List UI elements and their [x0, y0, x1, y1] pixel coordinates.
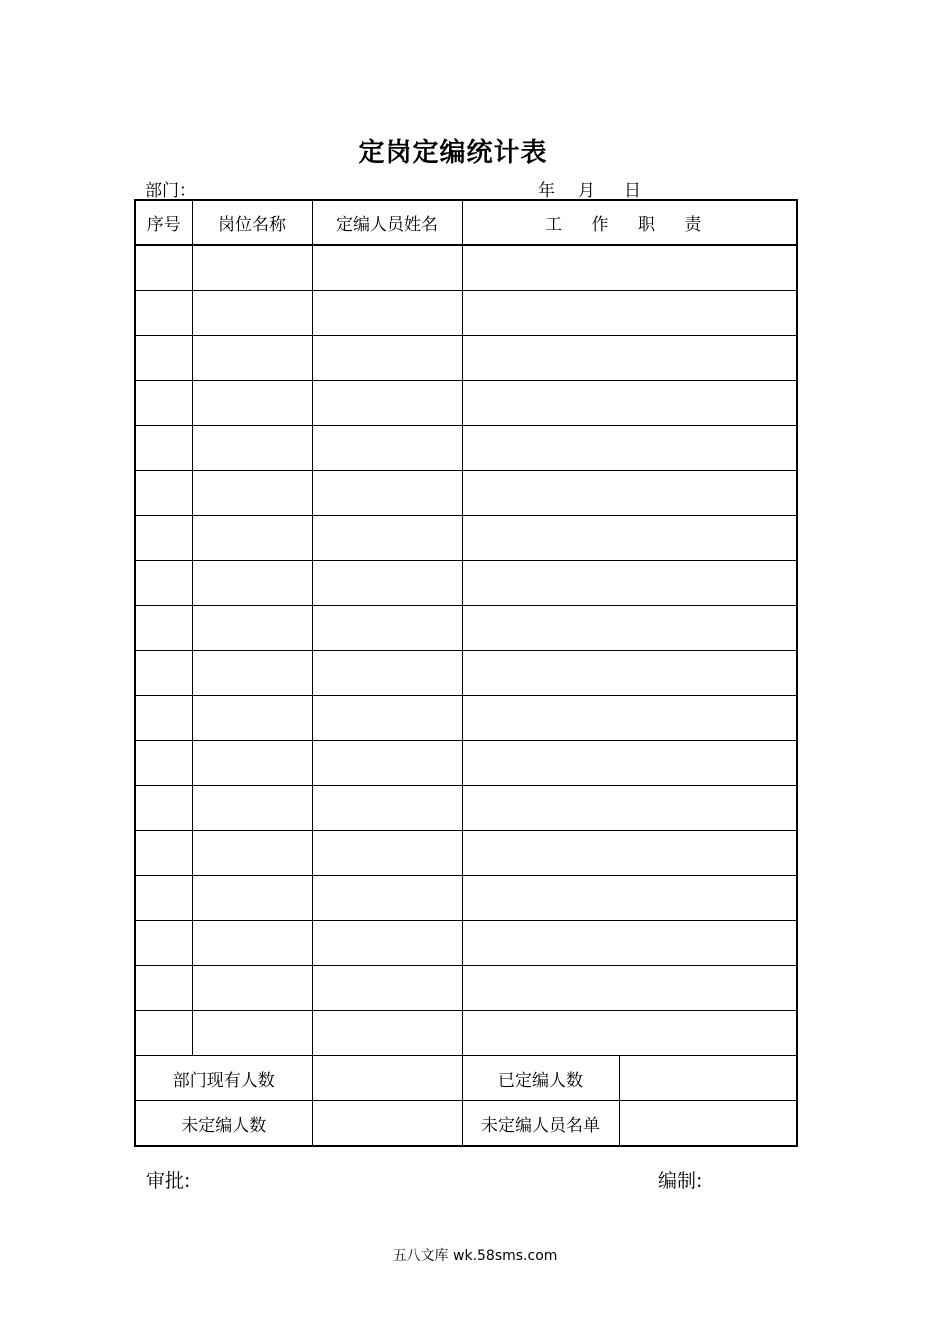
- duties-cell[interactable]: [462, 291, 797, 336]
- post-cell[interactable]: [192, 651, 312, 696]
- column-header-duties: 工 作 职 责: [462, 200, 797, 245]
- duties-cell[interactable]: [462, 696, 797, 741]
- post-cell[interactable]: [192, 831, 312, 876]
- duties-cell[interactable]: [462, 831, 797, 876]
- seq-cell[interactable]: [135, 426, 192, 471]
- unassigned-count-cell[interactable]: [312, 1101, 462, 1147]
- seq-cell[interactable]: [135, 1011, 192, 1056]
- duties-cell[interactable]: [462, 245, 797, 291]
- unassigned-list-cell[interactable]: [619, 1101, 797, 1147]
- table-row: [135, 336, 797, 381]
- duties-cell[interactable]: [462, 651, 797, 696]
- table-row: [135, 741, 797, 786]
- seq-cell[interactable]: [135, 651, 192, 696]
- post-cell[interactable]: [192, 336, 312, 381]
- staff-name-cell[interactable]: [312, 381, 462, 426]
- table-row: [135, 471, 797, 516]
- table-row: [135, 696, 797, 741]
- department-label: 部门：: [145, 181, 196, 201]
- duties-cell[interactable]: [462, 516, 797, 561]
- seq-cell[interactable]: [135, 471, 192, 516]
- unassigned-count-label: 未定编人数: [135, 1101, 312, 1147]
- current-headcount-label: 部门现有人数: [135, 1056, 312, 1101]
- post-cell[interactable]: [192, 516, 312, 561]
- seq-cell[interactable]: [135, 741, 192, 786]
- staff-name-cell[interactable]: [312, 651, 462, 696]
- unassigned-list-label: 未定编人员名单: [462, 1101, 619, 1147]
- staff-name-cell[interactable]: [312, 336, 462, 381]
- seq-cell[interactable]: [135, 966, 192, 1011]
- duties-cell[interactable]: [462, 606, 797, 651]
- duties-cell[interactable]: [462, 381, 797, 426]
- table-row: [135, 606, 797, 651]
- staff-name-cell[interactable]: [312, 876, 462, 921]
- staff-name-cell[interactable]: [312, 245, 462, 291]
- staff-name-cell[interactable]: [312, 426, 462, 471]
- table-row: [135, 381, 797, 426]
- seq-cell[interactable]: [135, 336, 192, 381]
- duties-cell[interactable]: [462, 471, 797, 516]
- year-label: 年: [538, 181, 555, 201]
- summary-row-2: [135, 1101, 797, 1147]
- column-header-post: 岗位名称: [192, 200, 312, 245]
- post-cell[interactable]: [192, 606, 312, 651]
- table-row: [135, 921, 797, 966]
- seq-cell[interactable]: [135, 921, 192, 966]
- summary-row-1: [135, 1056, 797, 1101]
- table-row: [135, 561, 797, 606]
- post-cell[interactable]: [192, 1011, 312, 1056]
- column-header-staff-name: 定编人员姓名: [312, 200, 462, 245]
- table-row: [135, 876, 797, 921]
- seq-cell[interactable]: [135, 561, 192, 606]
- staff-name-cell[interactable]: [312, 516, 462, 561]
- seq-cell[interactable]: [135, 831, 192, 876]
- page-title: 定岗定编统计表: [358, 138, 548, 168]
- day-label: 日: [624, 181, 641, 201]
- table-row: [135, 831, 797, 876]
- table-row: [135, 651, 797, 696]
- seq-cell[interactable]: [135, 696, 192, 741]
- post-cell[interactable]: [192, 245, 312, 291]
- table-row: [135, 245, 797, 291]
- staffing-table: [134, 199, 798, 1147]
- post-cell[interactable]: [192, 921, 312, 966]
- duties-cell[interactable]: [462, 741, 797, 786]
- table-row: [135, 786, 797, 831]
- seq-cell[interactable]: [135, 606, 192, 651]
- table-header-row: [135, 200, 797, 245]
- table-row: [135, 1011, 797, 1056]
- duties-cell[interactable]: [462, 561, 797, 606]
- post-cell[interactable]: [192, 786, 312, 831]
- column-header-seq: 序号: [135, 200, 192, 245]
- duties-cell[interactable]: [462, 966, 797, 1011]
- table-row: [135, 516, 797, 561]
- staff-name-cell[interactable]: [312, 696, 462, 741]
- duties-cell[interactable]: [462, 1011, 797, 1056]
- staff-name-cell[interactable]: [312, 741, 462, 786]
- duties-cell[interactable]: [462, 336, 797, 381]
- seq-cell[interactable]: [135, 291, 192, 336]
- post-cell[interactable]: [192, 471, 312, 516]
- seq-cell[interactable]: [135, 876, 192, 921]
- staff-name-cell[interactable]: [312, 966, 462, 1011]
- duties-cell[interactable]: [462, 426, 797, 471]
- post-cell[interactable]: [192, 381, 312, 426]
- post-cell[interactable]: [192, 291, 312, 336]
- table-row: [135, 426, 797, 471]
- duties-cell[interactable]: [462, 876, 797, 921]
- table-row: [135, 966, 797, 1011]
- post-cell[interactable]: [192, 741, 312, 786]
- footer-watermark: 五八文库 wk.58sms.com: [392, 1248, 558, 1264]
- staff-name-cell[interactable]: [312, 471, 462, 516]
- compiler-label: 编制:: [658, 1170, 703, 1192]
- duties-cell[interactable]: [462, 786, 797, 831]
- seq-cell[interactable]: [135, 245, 192, 291]
- post-cell[interactable]: [192, 966, 312, 1011]
- table-row: [135, 291, 797, 336]
- staff-name-cell[interactable]: [312, 1011, 462, 1056]
- post-cell[interactable]: [192, 696, 312, 741]
- assigned-count-label: 已定编人数: [462, 1056, 619, 1101]
- approval-label: 审批:: [146, 1170, 191, 1192]
- staff-name-cell[interactable]: [312, 561, 462, 606]
- current-headcount-cell[interactable]: [312, 1056, 462, 1101]
- assigned-count-cell[interactable]: [619, 1056, 797, 1101]
- month-label: 月: [578, 181, 595, 201]
- seq-cell[interactable]: [135, 516, 192, 561]
- staff-name-cell[interactable]: [312, 291, 462, 336]
- post-cell[interactable]: [192, 561, 312, 606]
- duties-cell[interactable]: [462, 921, 797, 966]
- staff-name-cell[interactable]: [312, 786, 462, 831]
- staff-name-cell[interactable]: [312, 831, 462, 876]
- staff-name-cell[interactable]: [312, 921, 462, 966]
- post-cell[interactable]: [192, 876, 312, 921]
- seq-cell[interactable]: [135, 786, 192, 831]
- seq-cell[interactable]: [135, 381, 192, 426]
- post-cell[interactable]: [192, 426, 312, 471]
- staff-name-cell[interactable]: [312, 606, 462, 651]
